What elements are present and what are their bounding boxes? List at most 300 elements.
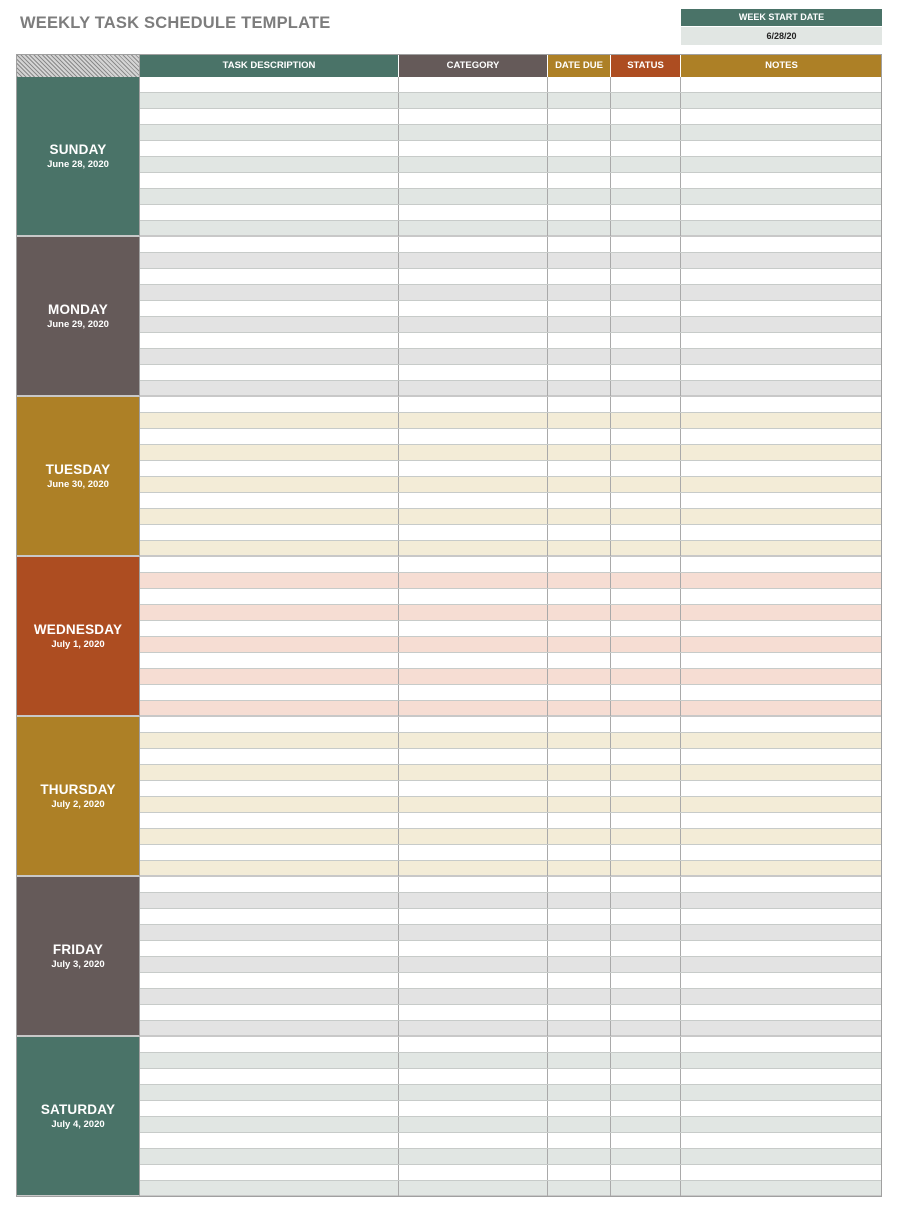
date-due-cell[interactable] bbox=[548, 1133, 611, 1148]
category-cell[interactable] bbox=[399, 733, 548, 748]
date-due-cell[interactable] bbox=[548, 429, 611, 444]
notes-cell[interactable] bbox=[681, 573, 882, 588]
status-cell[interactable] bbox=[611, 237, 681, 252]
status-cell[interactable] bbox=[611, 589, 681, 604]
notes-cell[interactable] bbox=[681, 925, 882, 940]
date-due-cell[interactable] bbox=[548, 301, 611, 316]
category-cell[interactable] bbox=[399, 1133, 548, 1148]
category-cell[interactable] bbox=[399, 701, 548, 716]
status-cell[interactable] bbox=[611, 1133, 681, 1148]
task-cell[interactable] bbox=[140, 1021, 399, 1036]
date-due-cell[interactable] bbox=[548, 333, 611, 348]
status-cell[interactable] bbox=[611, 349, 681, 364]
date-due-cell[interactable] bbox=[548, 445, 611, 460]
status-cell[interactable] bbox=[611, 685, 681, 700]
date-due-cell[interactable] bbox=[548, 1053, 611, 1068]
task-cell[interactable] bbox=[140, 253, 399, 268]
status-cell[interactable] bbox=[611, 797, 681, 812]
status-cell[interactable] bbox=[611, 1053, 681, 1068]
category-cell[interactable] bbox=[399, 477, 548, 492]
date-due-cell[interactable] bbox=[548, 637, 611, 652]
status-cell[interactable] bbox=[611, 157, 681, 172]
date-due-cell[interactable] bbox=[548, 1021, 611, 1036]
category-cell[interactable] bbox=[399, 125, 548, 140]
status-cell[interactable] bbox=[611, 829, 681, 844]
category-cell[interactable] bbox=[399, 685, 548, 700]
notes-cell[interactable] bbox=[681, 301, 882, 316]
task-cell[interactable] bbox=[140, 845, 399, 860]
date-due-cell[interactable] bbox=[548, 845, 611, 860]
category-cell[interactable] bbox=[399, 253, 548, 268]
date-due-cell[interactable] bbox=[548, 717, 611, 732]
status-cell[interactable] bbox=[611, 605, 681, 620]
category-cell[interactable] bbox=[399, 541, 548, 556]
date-due-cell[interactable] bbox=[548, 1085, 611, 1100]
date-due-cell[interactable] bbox=[548, 1117, 611, 1132]
task-cell[interactable] bbox=[140, 301, 399, 316]
category-cell[interactable] bbox=[399, 877, 548, 892]
category-cell[interactable] bbox=[399, 557, 548, 572]
date-due-cell[interactable] bbox=[548, 957, 611, 972]
category-cell[interactable] bbox=[399, 1181, 548, 1196]
status-cell[interactable] bbox=[611, 477, 681, 492]
task-cell[interactable] bbox=[140, 205, 399, 220]
task-cell[interactable] bbox=[140, 1053, 399, 1068]
notes-cell[interactable] bbox=[681, 237, 882, 252]
task-cell[interactable] bbox=[140, 141, 399, 156]
status-cell[interactable] bbox=[611, 957, 681, 972]
task-cell[interactable] bbox=[140, 557, 399, 572]
status-cell[interactable] bbox=[611, 301, 681, 316]
category-cell[interactable] bbox=[399, 829, 548, 844]
status-cell[interactable] bbox=[611, 621, 681, 636]
task-cell[interactable] bbox=[140, 749, 399, 764]
date-due-cell[interactable] bbox=[548, 797, 611, 812]
status-cell[interactable] bbox=[611, 205, 681, 220]
category-cell[interactable] bbox=[399, 317, 548, 332]
date-due-cell[interactable] bbox=[548, 1069, 611, 1084]
category-cell[interactable] bbox=[399, 205, 548, 220]
notes-cell[interactable] bbox=[681, 205, 882, 220]
notes-cell[interactable] bbox=[681, 989, 882, 1004]
notes-cell[interactable] bbox=[681, 957, 882, 972]
notes-cell[interactable] bbox=[681, 1005, 882, 1020]
date-due-cell[interactable] bbox=[548, 173, 611, 188]
task-cell[interactable] bbox=[140, 429, 399, 444]
status-cell[interactable] bbox=[611, 1037, 681, 1052]
category-cell[interactable] bbox=[399, 285, 548, 300]
task-cell[interactable] bbox=[140, 733, 399, 748]
status-cell[interactable] bbox=[611, 125, 681, 140]
date-due-cell[interactable] bbox=[548, 237, 611, 252]
notes-cell[interactable] bbox=[681, 285, 882, 300]
notes-cell[interactable] bbox=[681, 173, 882, 188]
category-cell[interactable] bbox=[399, 1005, 548, 1020]
notes-cell[interactable] bbox=[681, 1037, 882, 1052]
task-cell[interactable] bbox=[140, 397, 399, 412]
task-cell[interactable] bbox=[140, 637, 399, 652]
task-cell[interactable] bbox=[140, 1005, 399, 1020]
notes-cell[interactable] bbox=[681, 349, 882, 364]
status-cell[interactable] bbox=[611, 717, 681, 732]
status-cell[interactable] bbox=[611, 189, 681, 204]
date-due-cell[interactable] bbox=[548, 973, 611, 988]
status-cell[interactable] bbox=[611, 173, 681, 188]
date-due-cell[interactable] bbox=[548, 493, 611, 508]
date-due-cell[interactable] bbox=[548, 813, 611, 828]
task-cell[interactable] bbox=[140, 589, 399, 604]
notes-cell[interactable] bbox=[681, 509, 882, 524]
task-cell[interactable] bbox=[140, 925, 399, 940]
date-due-cell[interactable] bbox=[548, 989, 611, 1004]
date-due-cell[interactable] bbox=[548, 557, 611, 572]
category-cell[interactable] bbox=[399, 365, 548, 380]
notes-cell[interactable] bbox=[681, 829, 882, 844]
date-due-cell[interactable] bbox=[548, 861, 611, 876]
task-cell[interactable] bbox=[140, 765, 399, 780]
date-due-cell[interactable] bbox=[548, 157, 611, 172]
notes-cell[interactable] bbox=[681, 125, 882, 140]
category-cell[interactable] bbox=[399, 221, 548, 236]
status-cell[interactable] bbox=[611, 637, 681, 652]
notes-cell[interactable] bbox=[681, 861, 882, 876]
task-cell[interactable] bbox=[140, 877, 399, 892]
category-cell[interactable] bbox=[399, 525, 548, 540]
category-cell[interactable] bbox=[399, 493, 548, 508]
category-cell[interactable] bbox=[399, 765, 548, 780]
status-cell[interactable] bbox=[611, 1165, 681, 1180]
category-cell[interactable] bbox=[399, 413, 548, 428]
status-cell[interactable] bbox=[611, 1069, 681, 1084]
category-cell[interactable] bbox=[399, 989, 548, 1004]
task-cell[interactable] bbox=[140, 1069, 399, 1084]
date-due-cell[interactable] bbox=[548, 733, 611, 748]
notes-cell[interactable] bbox=[681, 381, 882, 396]
notes-cell[interactable] bbox=[681, 621, 882, 636]
status-cell[interactable] bbox=[611, 269, 681, 284]
category-cell[interactable] bbox=[399, 429, 548, 444]
category-cell[interactable] bbox=[399, 1021, 548, 1036]
task-cell[interactable] bbox=[140, 237, 399, 252]
category-cell[interactable] bbox=[399, 941, 548, 956]
category-cell[interactable] bbox=[399, 237, 548, 252]
notes-cell[interactable] bbox=[681, 877, 882, 892]
notes-cell[interactable] bbox=[681, 557, 882, 572]
status-cell[interactable] bbox=[611, 893, 681, 908]
status-cell[interactable] bbox=[611, 445, 681, 460]
task-cell[interactable] bbox=[140, 221, 399, 236]
notes-cell[interactable] bbox=[681, 365, 882, 380]
category-cell[interactable] bbox=[399, 637, 548, 652]
category-cell[interactable] bbox=[399, 813, 548, 828]
date-due-cell[interactable] bbox=[548, 1149, 611, 1164]
date-due-cell[interactable] bbox=[548, 1005, 611, 1020]
date-due-cell[interactable] bbox=[548, 765, 611, 780]
date-due-cell[interactable] bbox=[548, 381, 611, 396]
category-cell[interactable] bbox=[399, 925, 548, 940]
category-cell[interactable] bbox=[399, 973, 548, 988]
notes-cell[interactable] bbox=[681, 589, 882, 604]
status-cell[interactable] bbox=[611, 877, 681, 892]
category-cell[interactable] bbox=[399, 93, 548, 108]
notes-cell[interactable] bbox=[681, 109, 882, 124]
notes-cell[interactable] bbox=[681, 1069, 882, 1084]
date-due-cell[interactable] bbox=[548, 525, 611, 540]
task-cell[interactable] bbox=[140, 1165, 399, 1180]
category-cell[interactable] bbox=[399, 189, 548, 204]
week-start-date-field[interactable]: 6/28/20 bbox=[681, 27, 882, 45]
category-cell[interactable] bbox=[399, 381, 548, 396]
status-cell[interactable] bbox=[611, 93, 681, 108]
notes-cell[interactable] bbox=[681, 429, 882, 444]
task-cell[interactable] bbox=[140, 989, 399, 1004]
category-cell[interactable] bbox=[399, 717, 548, 732]
date-due-cell[interactable] bbox=[548, 653, 611, 668]
status-cell[interactable] bbox=[611, 141, 681, 156]
task-cell[interactable] bbox=[140, 93, 399, 108]
notes-cell[interactable] bbox=[681, 1181, 882, 1196]
task-cell[interactable] bbox=[140, 669, 399, 684]
category-cell[interactable] bbox=[399, 1149, 548, 1164]
status-cell[interactable] bbox=[611, 541, 681, 556]
category-cell[interactable] bbox=[399, 109, 548, 124]
category-cell[interactable] bbox=[399, 749, 548, 764]
task-cell[interactable] bbox=[140, 125, 399, 140]
task-cell[interactable] bbox=[140, 541, 399, 556]
status-cell[interactable] bbox=[611, 669, 681, 684]
task-cell[interactable] bbox=[140, 813, 399, 828]
date-due-cell[interactable] bbox=[548, 109, 611, 124]
date-due-cell[interactable] bbox=[548, 397, 611, 412]
date-due-cell[interactable] bbox=[548, 125, 611, 140]
notes-cell[interactable] bbox=[681, 973, 882, 988]
category-cell[interactable] bbox=[399, 1085, 548, 1100]
status-cell[interactable] bbox=[611, 317, 681, 332]
notes-cell[interactable] bbox=[681, 701, 882, 716]
date-due-cell[interactable] bbox=[548, 365, 611, 380]
category-cell[interactable] bbox=[399, 1053, 548, 1068]
category-cell[interactable] bbox=[399, 797, 548, 812]
notes-cell[interactable] bbox=[681, 493, 882, 508]
notes-cell[interactable] bbox=[681, 733, 882, 748]
task-cell[interactable] bbox=[140, 957, 399, 972]
task-cell[interactable] bbox=[140, 717, 399, 732]
category-cell[interactable] bbox=[399, 349, 548, 364]
notes-cell[interactable] bbox=[681, 525, 882, 540]
status-cell[interactable] bbox=[611, 1117, 681, 1132]
status-cell[interactable] bbox=[611, 525, 681, 540]
task-cell[interactable] bbox=[140, 445, 399, 460]
date-due-cell[interactable] bbox=[548, 621, 611, 636]
date-due-cell[interactable] bbox=[548, 829, 611, 844]
task-cell[interactable] bbox=[140, 861, 399, 876]
task-cell[interactable] bbox=[140, 1037, 399, 1052]
status-cell[interactable] bbox=[611, 557, 681, 572]
status-cell[interactable] bbox=[611, 461, 681, 476]
task-cell[interactable] bbox=[140, 973, 399, 988]
date-due-cell[interactable] bbox=[548, 605, 611, 620]
task-cell[interactable] bbox=[140, 685, 399, 700]
task-cell[interactable] bbox=[140, 413, 399, 428]
category-cell[interactable] bbox=[399, 333, 548, 348]
category-cell[interactable] bbox=[399, 605, 548, 620]
notes-cell[interactable] bbox=[681, 269, 882, 284]
category-cell[interactable] bbox=[399, 301, 548, 316]
category-cell[interactable] bbox=[399, 893, 548, 908]
category-cell[interactable] bbox=[399, 1165, 548, 1180]
status-cell[interactable] bbox=[611, 909, 681, 924]
category-cell[interactable] bbox=[399, 909, 548, 924]
status-cell[interactable] bbox=[611, 781, 681, 796]
task-cell[interactable] bbox=[140, 189, 399, 204]
date-due-cell[interactable] bbox=[548, 541, 611, 556]
notes-cell[interactable] bbox=[681, 1133, 882, 1148]
date-due-cell[interactable] bbox=[548, 253, 611, 268]
category-cell[interactable] bbox=[399, 861, 548, 876]
status-cell[interactable] bbox=[611, 765, 681, 780]
date-due-cell[interactable] bbox=[548, 205, 611, 220]
task-cell[interactable] bbox=[140, 461, 399, 476]
notes-cell[interactable] bbox=[681, 893, 882, 908]
task-cell[interactable] bbox=[140, 317, 399, 332]
status-cell[interactable] bbox=[611, 381, 681, 396]
status-cell[interactable] bbox=[611, 333, 681, 348]
task-cell[interactable] bbox=[140, 493, 399, 508]
category-cell[interactable] bbox=[399, 509, 548, 524]
notes-cell[interactable] bbox=[681, 477, 882, 492]
status-cell[interactable] bbox=[611, 653, 681, 668]
date-due-cell[interactable] bbox=[548, 317, 611, 332]
task-cell[interactable] bbox=[140, 1133, 399, 1148]
notes-cell[interactable] bbox=[681, 813, 882, 828]
notes-cell[interactable] bbox=[681, 1165, 882, 1180]
notes-cell[interactable] bbox=[681, 77, 882, 92]
category-cell[interactable] bbox=[399, 173, 548, 188]
status-cell[interactable] bbox=[611, 253, 681, 268]
status-cell[interactable] bbox=[611, 701, 681, 716]
category-cell[interactable] bbox=[399, 573, 548, 588]
date-due-cell[interactable] bbox=[548, 269, 611, 284]
date-due-cell[interactable] bbox=[548, 1165, 611, 1180]
task-cell[interactable] bbox=[140, 1101, 399, 1116]
date-due-cell[interactable] bbox=[548, 1101, 611, 1116]
notes-cell[interactable] bbox=[681, 669, 882, 684]
task-cell[interactable] bbox=[140, 1117, 399, 1132]
date-due-cell[interactable] bbox=[548, 189, 611, 204]
date-due-cell[interactable] bbox=[548, 893, 611, 908]
task-cell[interactable] bbox=[140, 701, 399, 716]
notes-cell[interactable] bbox=[681, 1149, 882, 1164]
notes-cell[interactable] bbox=[681, 749, 882, 764]
status-cell[interactable] bbox=[611, 1149, 681, 1164]
notes-cell[interactable] bbox=[681, 637, 882, 652]
notes-cell[interactable] bbox=[681, 189, 882, 204]
notes-cell[interactable] bbox=[681, 1117, 882, 1132]
date-due-cell[interactable] bbox=[548, 925, 611, 940]
task-cell[interactable] bbox=[140, 509, 399, 524]
notes-cell[interactable] bbox=[681, 253, 882, 268]
date-due-cell[interactable] bbox=[548, 941, 611, 956]
category-cell[interactable] bbox=[399, 845, 548, 860]
category-cell[interactable] bbox=[399, 1101, 548, 1116]
notes-cell[interactable] bbox=[681, 845, 882, 860]
date-due-cell[interactable] bbox=[548, 781, 611, 796]
category-cell[interactable] bbox=[399, 1037, 548, 1052]
task-cell[interactable] bbox=[140, 573, 399, 588]
status-cell[interactable] bbox=[611, 1021, 681, 1036]
notes-cell[interactable] bbox=[681, 397, 882, 412]
notes-cell[interactable] bbox=[681, 333, 882, 348]
task-cell[interactable] bbox=[140, 381, 399, 396]
status-cell[interactable] bbox=[611, 1085, 681, 1100]
notes-cell[interactable] bbox=[681, 445, 882, 460]
notes-cell[interactable] bbox=[681, 605, 882, 620]
date-due-cell[interactable] bbox=[548, 685, 611, 700]
task-cell[interactable] bbox=[140, 781, 399, 796]
date-due-cell[interactable] bbox=[548, 909, 611, 924]
task-cell[interactable] bbox=[140, 621, 399, 636]
status-cell[interactable] bbox=[611, 925, 681, 940]
category-cell[interactable] bbox=[399, 653, 548, 668]
notes-cell[interactable] bbox=[681, 1021, 882, 1036]
date-due-cell[interactable] bbox=[548, 77, 611, 92]
notes-cell[interactable] bbox=[681, 781, 882, 796]
notes-cell[interactable] bbox=[681, 717, 882, 732]
category-cell[interactable] bbox=[399, 621, 548, 636]
status-cell[interactable] bbox=[611, 813, 681, 828]
status-cell[interactable] bbox=[611, 941, 681, 956]
date-due-cell[interactable] bbox=[548, 285, 611, 300]
date-due-cell[interactable] bbox=[548, 749, 611, 764]
category-cell[interactable] bbox=[399, 77, 548, 92]
status-cell[interactable] bbox=[611, 397, 681, 412]
category-cell[interactable] bbox=[399, 445, 548, 460]
notes-cell[interactable] bbox=[681, 541, 882, 556]
status-cell[interactable] bbox=[611, 861, 681, 876]
status-cell[interactable] bbox=[611, 109, 681, 124]
task-cell[interactable] bbox=[140, 941, 399, 956]
category-cell[interactable] bbox=[399, 589, 548, 604]
notes-cell[interactable] bbox=[681, 1101, 882, 1116]
date-due-cell[interactable] bbox=[548, 589, 611, 604]
task-cell[interactable] bbox=[140, 1181, 399, 1196]
status-cell[interactable] bbox=[611, 573, 681, 588]
date-due-cell[interactable] bbox=[548, 573, 611, 588]
status-cell[interactable] bbox=[611, 973, 681, 988]
task-cell[interactable] bbox=[140, 77, 399, 92]
status-cell[interactable] bbox=[611, 493, 681, 508]
task-cell[interactable] bbox=[140, 365, 399, 380]
date-due-cell[interactable] bbox=[548, 669, 611, 684]
category-cell[interactable] bbox=[399, 669, 548, 684]
category-cell[interactable] bbox=[399, 397, 548, 412]
status-cell[interactable] bbox=[611, 1181, 681, 1196]
notes-cell[interactable] bbox=[681, 93, 882, 108]
date-due-cell[interactable] bbox=[548, 141, 611, 156]
notes-cell[interactable] bbox=[681, 909, 882, 924]
task-cell[interactable] bbox=[140, 653, 399, 668]
date-due-cell[interactable] bbox=[548, 349, 611, 364]
task-cell[interactable] bbox=[140, 525, 399, 540]
status-cell[interactable] bbox=[611, 1005, 681, 1020]
status-cell[interactable] bbox=[611, 733, 681, 748]
date-due-cell[interactable] bbox=[548, 477, 611, 492]
status-cell[interactable] bbox=[611, 413, 681, 428]
status-cell[interactable] bbox=[611, 77, 681, 92]
task-cell[interactable] bbox=[140, 893, 399, 908]
date-due-cell[interactable] bbox=[548, 93, 611, 108]
notes-cell[interactable] bbox=[681, 221, 882, 236]
